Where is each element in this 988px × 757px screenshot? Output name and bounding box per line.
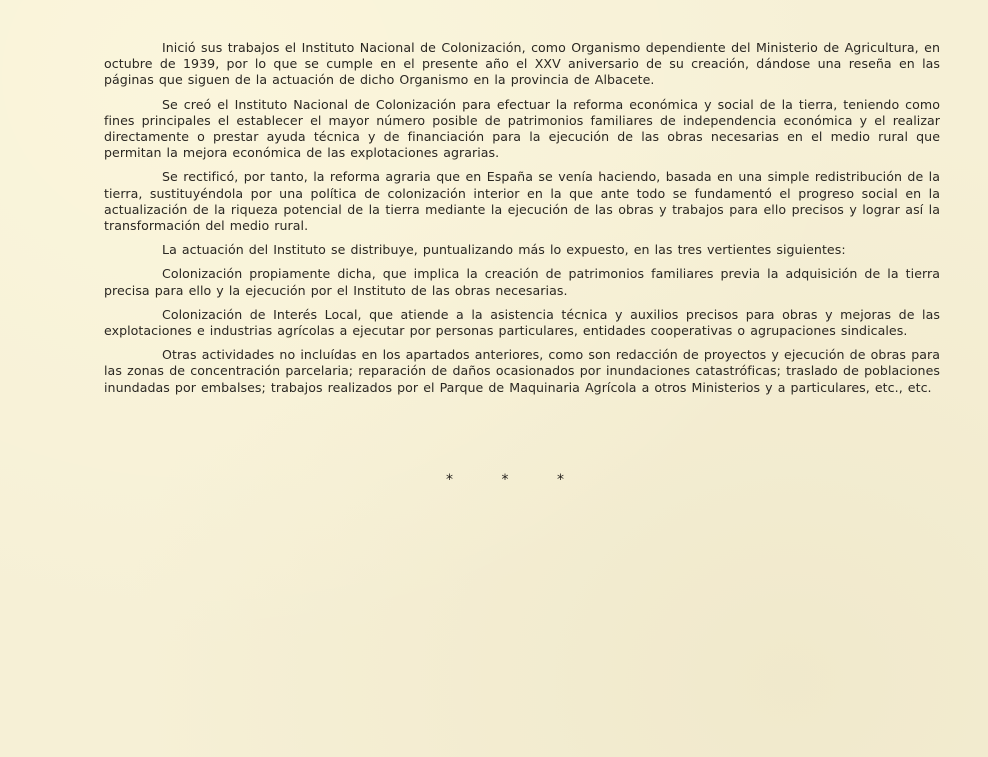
paragraph-local-interest: Colonización de Interés Local, que atiende a la asistencia técnica y auxilios precisos para obras y mejoras de las explotaciones e industrias agrícolas a ejecutar por personas particulares, entidades cooperativas o agrupaciones sindicales. bbox=[104, 306, 940, 339]
paragraph-colonization-proper: Colonización propiamente dicha, que implica la creación de patrimonios familiares previa la adquisición de la tierra precisa para ello y la ejecución por el Instituto de las obras necesarias. bbox=[104, 266, 940, 298]
body-text bbox=[104, 40, 940, 404]
paragraph-creation: Se creó el Instituto Nacional de Colonización para efectuar la reforma económica y social de la tierra, teniendo como fines principales el establecer el mayor número posible de patrimonios familiares de independencia económica y el realizar directamente o prestar ayuda técnica y de financiación para la ejecución de las obras necesarias en el medio rural que permitan la mejora económica de las explotaciones agrarias. bbox=[104, 96, 940, 161]
paragraph-intro: Inició sus trabajos el Instituto Nacional de Colonización, como Organismo dependiente del Ministerio de Agricultura, en octubre de 1939, por lo que se cumple en el presente año el XXV aniversario de su creación, dándose una reseña en las páginas que siguen de la actuación de dicho Organismo en la provincia de Albacete. bbox=[104, 40, 940, 88]
paragraph-other-activities: Otras actividades no incluídas en los apartados anteriores, como son redacción de proyectos y ejecución de obras para las zonas de concentración parcelaria; reparación de daños ocasionados por inundaciones catastróficas; traslado de poblaciones inundadas por embalses; trabajos realizados por el Parque de Maquinaria Agrícola a otros Ministerios y a particulares, etc., etc. bbox=[104, 347, 940, 395]
paragraph-rectification: Se rectificó, por tanto, la reforma agraria que en España se venía haciendo, basada en una simple redistribución de la tierra, sustituyéndola por una política de colonización interior en la que ante todo se fundamentó el progreso social en la actualización de la riqueza potencial de la tierra mediante la ejecución de las obras y trabajos para ello precisos y lograr así la transformación del medio rural. bbox=[104, 169, 940, 234]
section-separator: * * * bbox=[446, 472, 586, 488]
paragraph-distribution: La actuación del Instituto se distribuye, puntualizando más lo expuesto, en las tres vertientes siguientes: bbox=[162, 242, 846, 258]
